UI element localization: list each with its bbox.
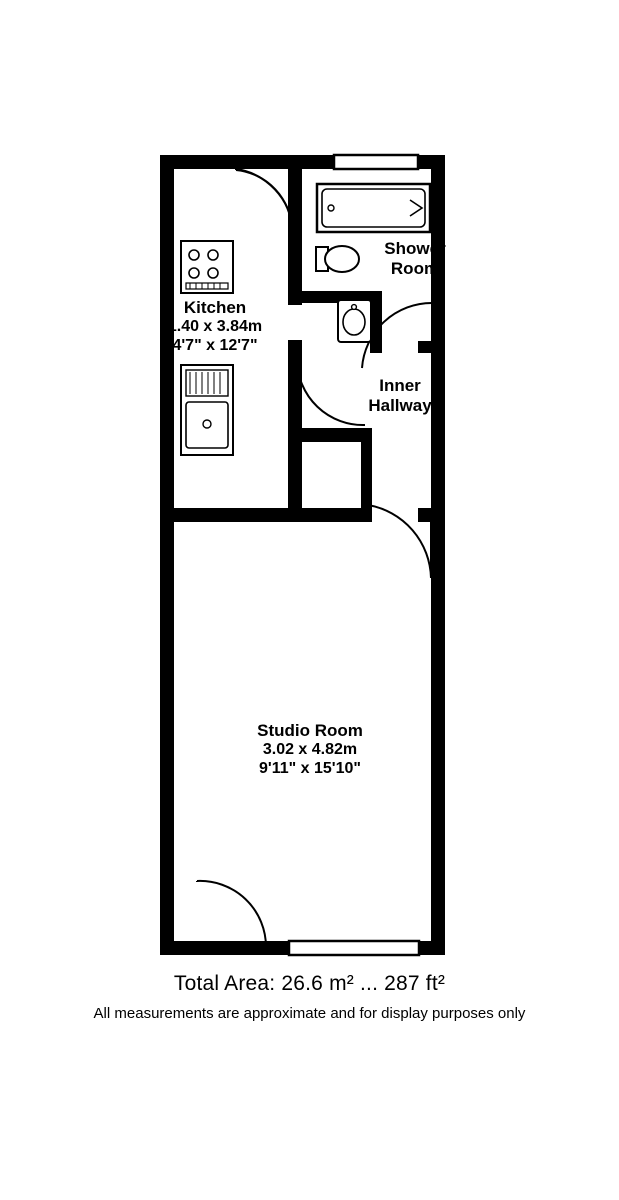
kitchen-sink-fixture [181, 365, 233, 455]
inner-hallway-name-line2: Hallway [368, 396, 432, 416]
shower-room-name-line2: Room [390, 259, 440, 279]
kitchen-dim-imperial: 4'7" x 12'7" [172, 336, 258, 354]
bath-tub-fixture [317, 184, 430, 232]
kitchen-name: Kitchen [183, 298, 247, 317]
studio-room-dim-imperial: 9'11" x 15'10" [259, 759, 361, 777]
total-area-text: Total Area: 26.6 m² ... 287 ft² [173, 972, 446, 995]
inner-hallway-name-line1: Inner [379, 376, 421, 395]
wash-basin-fixture [338, 300, 371, 342]
plan-footer [0, 972, 619, 1022]
room-label-shower-room [330, 239, 500, 279]
studio-room-dim-metric: 3.02 x 4.82m [262, 741, 358, 759]
window-bottom-studio [289, 941, 419, 955]
room-label-inner-hallway [325, 376, 475, 416]
hob-cooker-fixture [181, 241, 233, 293]
disclaimer-text: All measurements are approximate and for display purposes only [93, 1005, 526, 1022]
shower-room-name-line1: Shower [384, 239, 446, 258]
kitchen-dim-metric: 1.40 x 3.84m [167, 318, 263, 336]
studio-room-name: Studio Room [257, 721, 363, 740]
room-label-kitchen [105, 298, 325, 356]
room-label-studio-room [190, 721, 430, 779]
window-top-shower [334, 155, 418, 169]
